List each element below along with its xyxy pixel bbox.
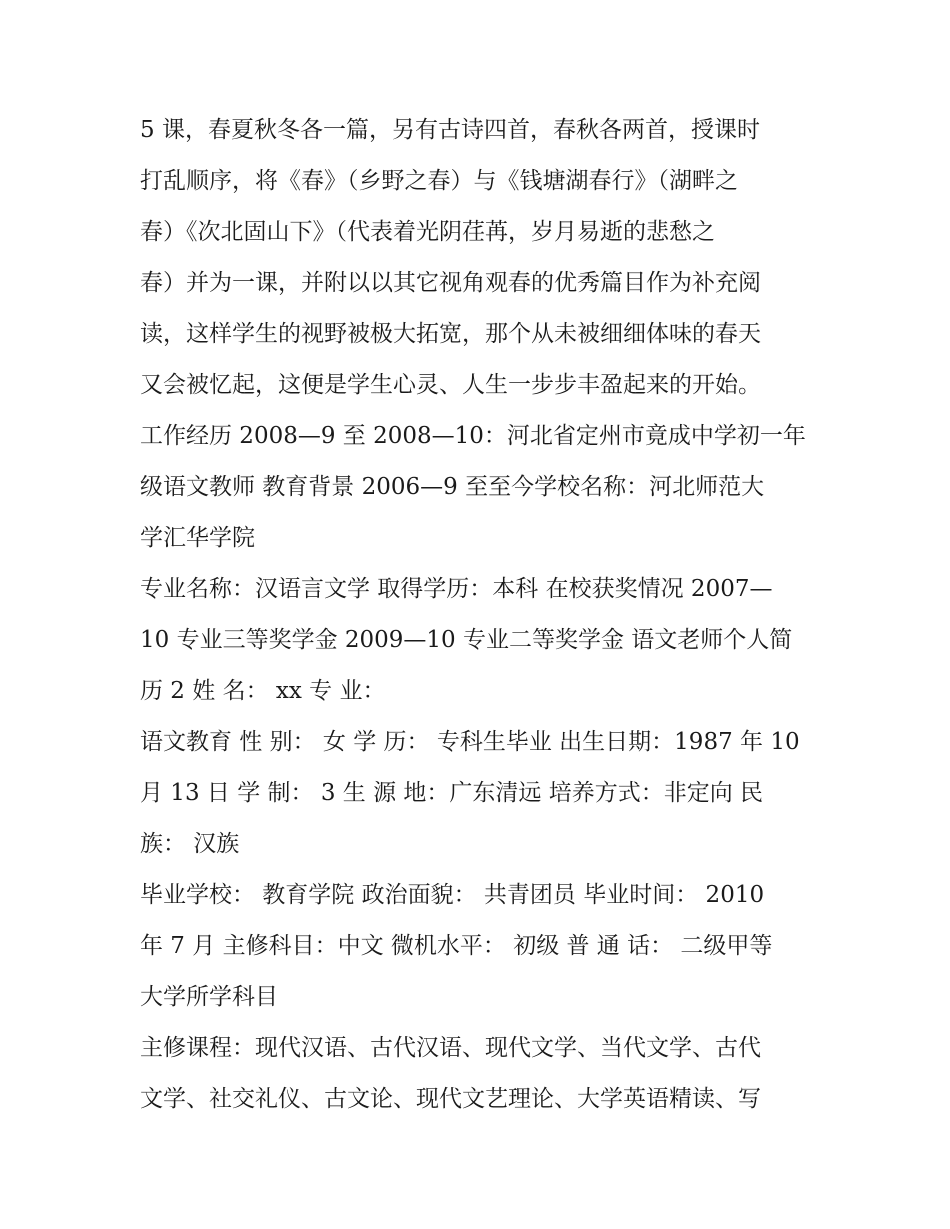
text-line: 族： 汉族 <box>140 831 240 857</box>
text-line: 年 7 月 主修科目：中文 微机水平： 初级 普 通 话： 二级甲等 <box>140 933 773 959</box>
text-line: 历 2 姓 名： xx 专 业： <box>140 678 386 704</box>
text-line: 大学所学科目 <box>140 984 278 1010</box>
text-line: 又会被忆起，这便是学生心灵、人生一步步丰盈起来的开始。 <box>140 372 761 398</box>
text-line: 春）并为一课，并附以以其它视角观春的优秀篇目作为补充阅 <box>140 270 761 296</box>
text-line: 级语文教师 教育背景 2006—9 至至今学校名称：河北师范大 <box>140 474 765 500</box>
text-line: 打乱顺序，将《春》（乡野之春）与《钱塘湖春行》（湖畔之 <box>140 168 738 194</box>
text-line: 读，这样学生的视野被极大拓宽，那个从未被细细体味的春天 <box>140 321 761 347</box>
text-line: 文学、社交礼仪、古文论、现代文艺理论、大学英语精读、写 <box>140 1086 761 1112</box>
text-line: 专业名称：汉语言文学 取得学历：本科 在校获奖情况 2007— <box>140 576 773 602</box>
text-line: 10 专业三等奖学金 2009—10 专业二等奖学金 语文老师个人简 <box>140 627 793 653</box>
text-line: 春）《次北固山下》（代表着光阴荏苒，岁月易逝的悲愁之 <box>140 219 715 245</box>
text-line: 5 课，春夏秋冬各一篇，另有古诗四首，春秋各两首，授课时 <box>140 117 760 143</box>
text-line: 毕业学校： 教育学院 政治面貌： 共青团员 毕业时间： 2010 <box>140 882 765 908</box>
text-line: 月 13 日 学 制： 3 生 源 地：广东清远 培养方式：非定向 民 <box>140 780 764 806</box>
text-line: 主修课程：现代汉语、古代汉语、现代文学、当代文学、古代 <box>140 1035 761 1061</box>
text-line: 语文教育 性 别： 女 学 历： 专科生毕业 出生日期：1987 年 10 <box>140 729 800 755</box>
text-line: 工作经历 2008—9 至 2008—10：河北省定州市竟成中学初一年 <box>140 423 806 449</box>
text-line: 学汇华学院 <box>140 525 255 551</box>
